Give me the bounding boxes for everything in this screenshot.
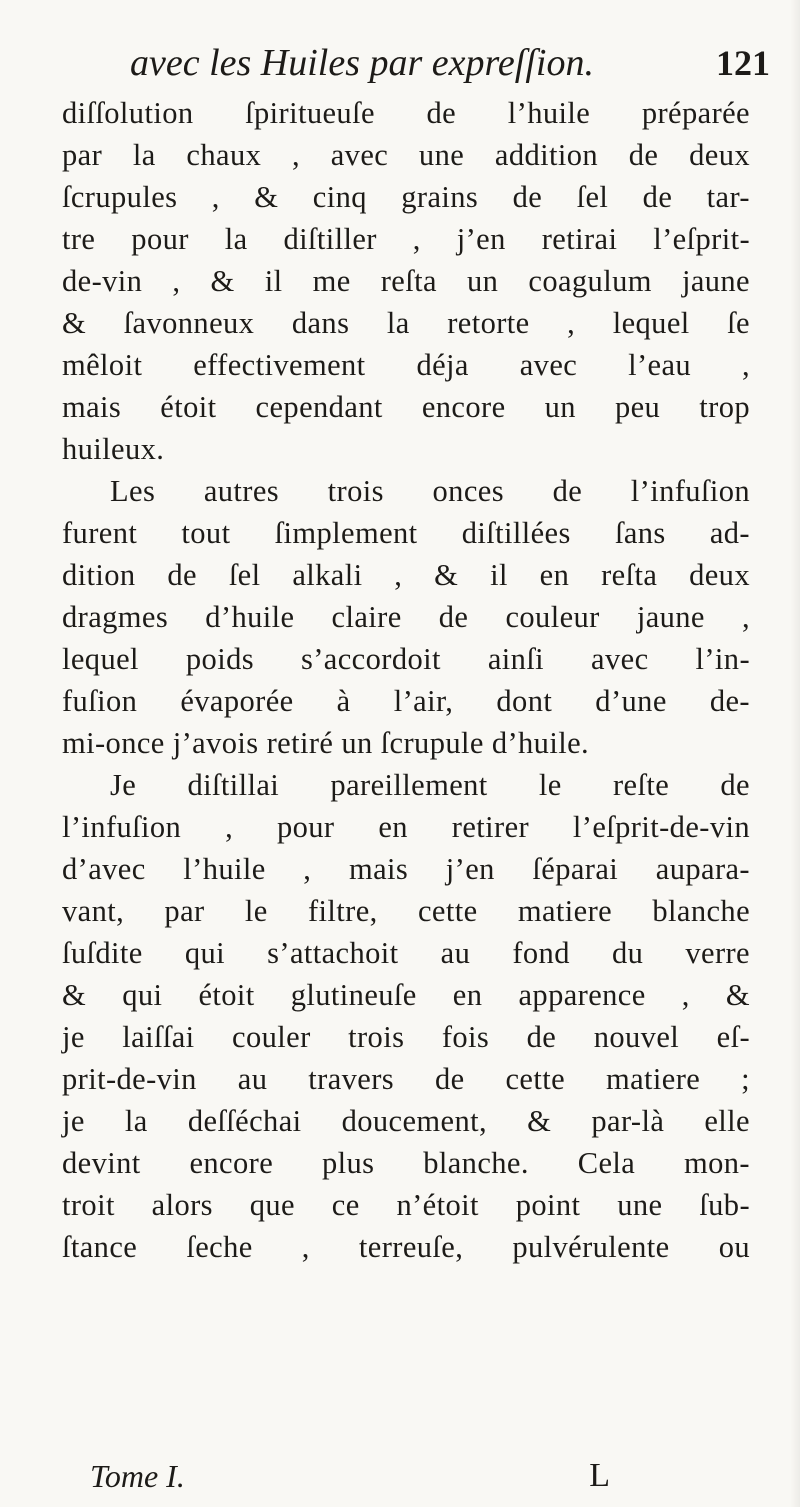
text-line-24: prit-de-vin au travers de cette matiere ; xyxy=(62,1062,750,1096)
text-line-15: fuſion évaporée à l’air, dont d’une de- xyxy=(62,684,750,718)
text-line-25: je la deſſéchai doucement, & par-là elle xyxy=(62,1104,750,1138)
text-line-13: dragmes d’huile claire de couleur jaune , xyxy=(62,600,750,634)
text-line-7: mêloit effectivement déja avec l’eau , xyxy=(62,348,750,382)
text-line-23: je laiſſai couler trois fois de nouvel eſ- xyxy=(62,1020,750,1054)
text-line-20: vant, par le filtre, cette matiere blanche xyxy=(62,894,750,928)
text-line-11: furent tout ſimplement diſtillées ſans ad- xyxy=(62,516,750,550)
text-line-1: diſſolution ſpiritueuſe de l’huile préparée xyxy=(62,96,750,130)
text-line-8: mais étoit cependant encore un peu trop xyxy=(62,390,750,424)
text-line-27: troit alors que ce n’étoit point une ſub- xyxy=(62,1188,750,1222)
text-line-10: Les autres trois onces de l’infuſion xyxy=(110,474,750,508)
text-line-28: ſtance ſeche , terreuſe, pulvérulente ou xyxy=(62,1230,750,1264)
running-title: avec les Huiles par expreſſion. xyxy=(130,42,594,84)
text-line-2: par la chaux , avec une addition de deux xyxy=(62,138,750,172)
text-line-4: tre pour la diſtiller , j’en retirai l’eſprit- xyxy=(62,222,750,256)
text-line-19: d’avec l’huile , mais j’en ſéparai aupara- xyxy=(62,852,750,886)
text-line-6: & ſavonneux dans la retorte , lequel ſe xyxy=(62,306,750,340)
text-line-18: l’infuſion , pour en retirer l’eſprit-de-vin xyxy=(62,810,750,844)
text-line-5: de-vin , & il me reſta un coagulum jaune xyxy=(62,264,750,298)
page-footer xyxy=(90,1456,610,1500)
body-text xyxy=(62,92,750,1268)
text-line-21: ſuſdite qui s’attachoit au fond du verre xyxy=(62,936,750,970)
text-line-9: huileux. xyxy=(62,432,165,466)
text-line-17: Je diſtillai pareillement le reſte de xyxy=(110,768,750,802)
text-line-26: devint encore plus blanche. Cela mon- xyxy=(62,1146,750,1180)
volume-label: Tome I. xyxy=(90,1458,185,1494)
running-head xyxy=(130,40,770,90)
text-line-3: ſcrupules , & cinq grains de ſel de tar- xyxy=(62,180,750,214)
text-line-12: dition de ſel alkali , & il en reſta deux xyxy=(62,558,750,592)
text-line-14: lequel poids s’accordoit ainſi avec l’in- xyxy=(62,642,750,676)
text-line-22: & qui étoit glutineuſe en apparence , & xyxy=(62,978,750,1012)
page-edge-shadow xyxy=(790,0,800,1507)
text-line-16: mi-once j’avois retiré un ſcrupule d’huile. xyxy=(62,726,590,760)
signature-mark: L xyxy=(589,1457,610,1494)
page-number: 121 xyxy=(716,43,770,83)
